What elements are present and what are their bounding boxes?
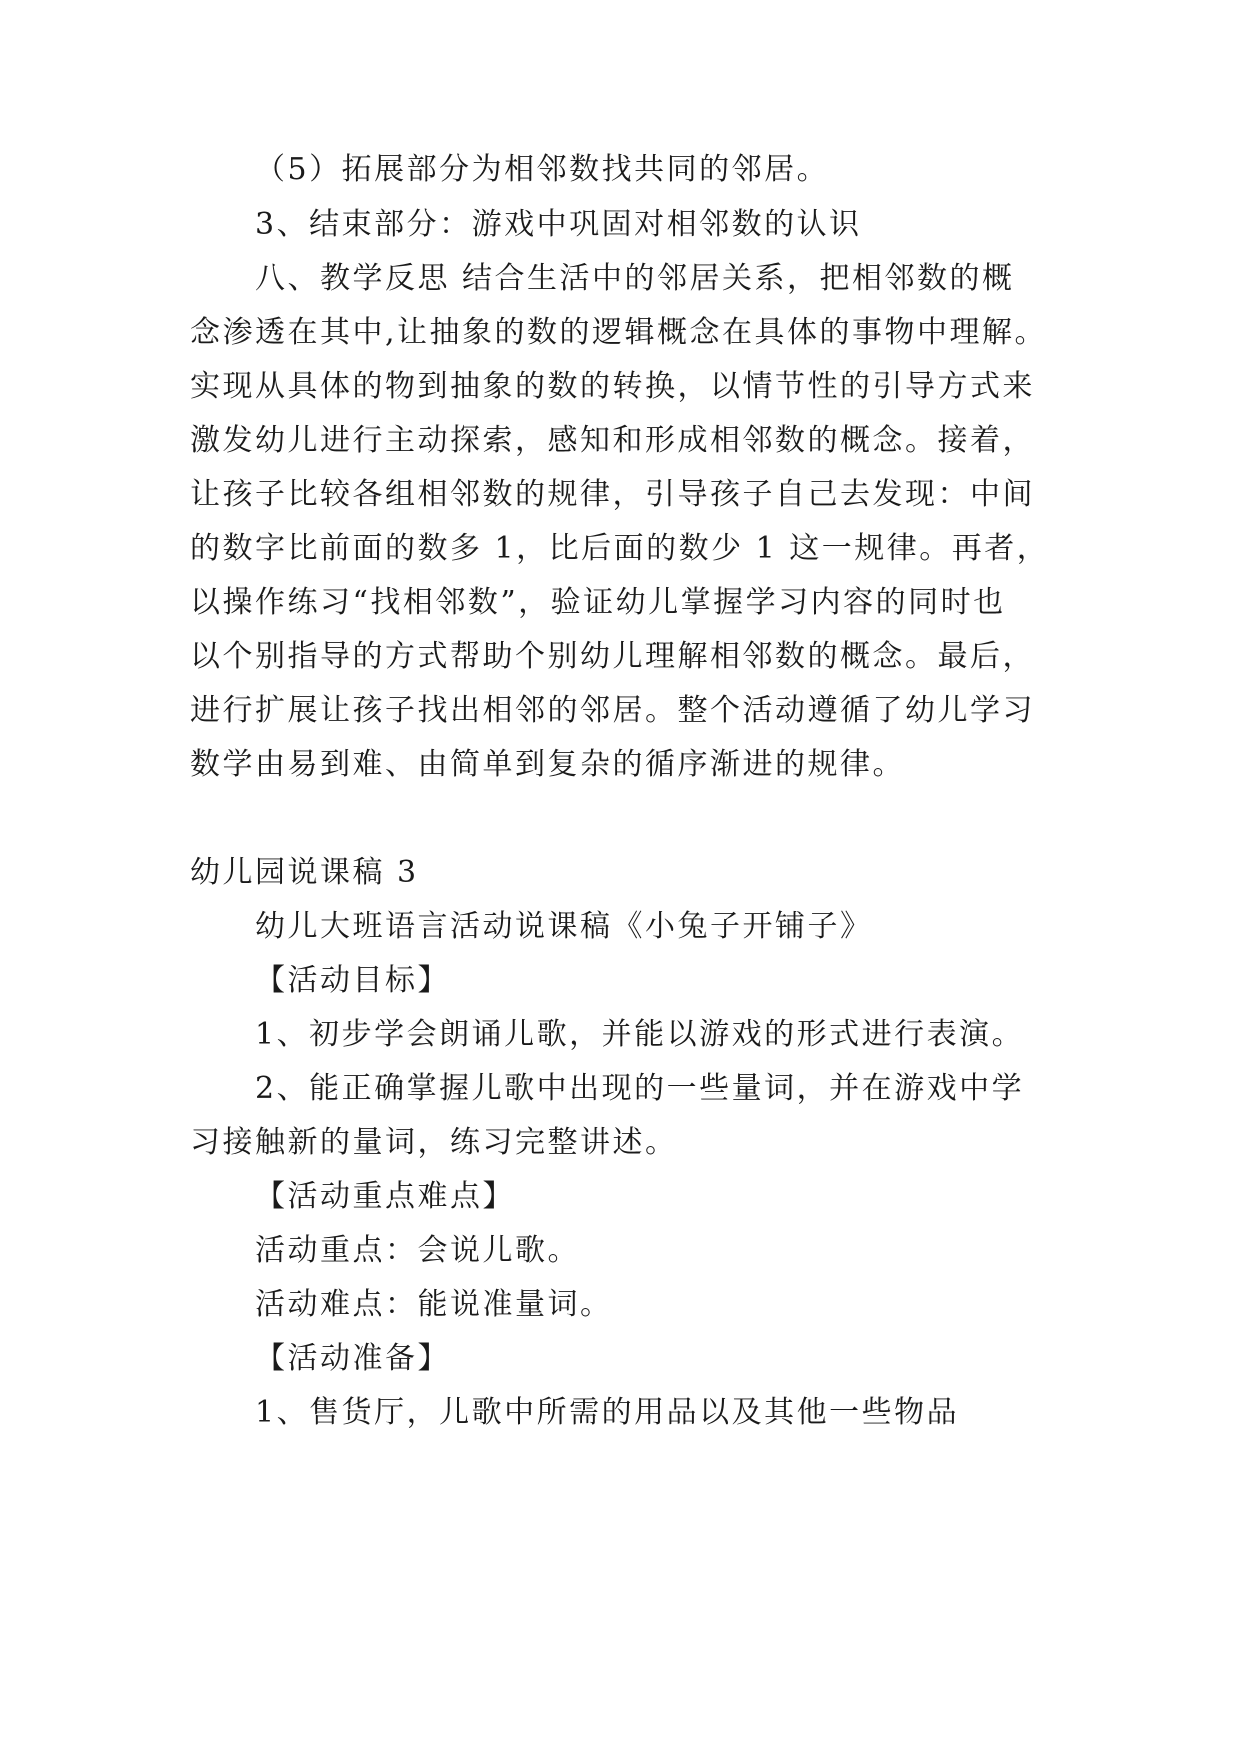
paragraph-line: 以个别指导的方式帮助个别幼儿理解相邻数的概念。最后， bbox=[190, 639, 1035, 674]
section-heading-line: 【活动重点难点】 bbox=[255, 1179, 515, 1214]
paragraph-line: 激发幼儿进行主动探索，感知和形成相邻数的概念。接着， bbox=[190, 423, 1035, 458]
paragraph-line: 活动难点：能说准量词。 bbox=[255, 1287, 613, 1322]
document-title: 幼儿园说课稿 3 bbox=[190, 855, 419, 890]
paragraph-line: 的数字比前面的数多 1，比后面的数少 1 这一规律。再者， bbox=[190, 531, 1050, 566]
paragraph-line: 1、售货厅，儿歌中所需的用品以及其他一些物品 bbox=[255, 1395, 960, 1430]
paragraph-line: 念渗透在其中,让抽象的数的逻辑概念在具体的事物中理解。 bbox=[190, 315, 1048, 350]
paragraph-line: 实现从具体的物到抽象的数的转换，以情节性的引导方式来 bbox=[190, 369, 1035, 404]
paragraph-line: 活动重点：会说儿歌。 bbox=[255, 1233, 580, 1268]
paragraph-line: 进行扩展让孩子找出相邻的邻居。整个活动遵循了幼儿学习 bbox=[190, 693, 1035, 728]
paragraph-line: （5）拓展部分为相邻数找共同的邻居。 bbox=[255, 152, 830, 187]
section-heading-line: 八、教学反思 结合生活中的邻居关系，把相邻数的概 bbox=[255, 261, 1015, 296]
paragraph-line: 数学由易到难、由简单到复杂的循序渐进的规律。 bbox=[190, 747, 905, 782]
paragraph-line: 3、结束部分：游戏中巩固对相邻数的认识 bbox=[255, 207, 862, 242]
paragraph-line: 习接触新的量词，练习完整讲述。 bbox=[190, 1125, 678, 1160]
subtitle-line: 幼儿大班语言活动说课稿《小兔子开铺子》 bbox=[255, 909, 873, 944]
paragraph-line: 1、初步学会朗诵儿歌，并能以游戏的形式进行表演。 bbox=[255, 1017, 1025, 1052]
paragraph-line: 2、能正确掌握儿歌中出现的一些量词，并在游戏中学 bbox=[255, 1071, 1025, 1106]
section-heading-line: 【活动准备】 bbox=[255, 1341, 450, 1376]
section-heading-line: 【活动目标】 bbox=[255, 963, 450, 998]
paragraph-line: 以操作练习“找相邻数”，验证幼儿掌握学习内容的同时也 bbox=[190, 585, 1006, 620]
paragraph-line: 让孩子比较各组相邻数的规律，引导孩子自己去发现：中间 bbox=[190, 477, 1035, 512]
